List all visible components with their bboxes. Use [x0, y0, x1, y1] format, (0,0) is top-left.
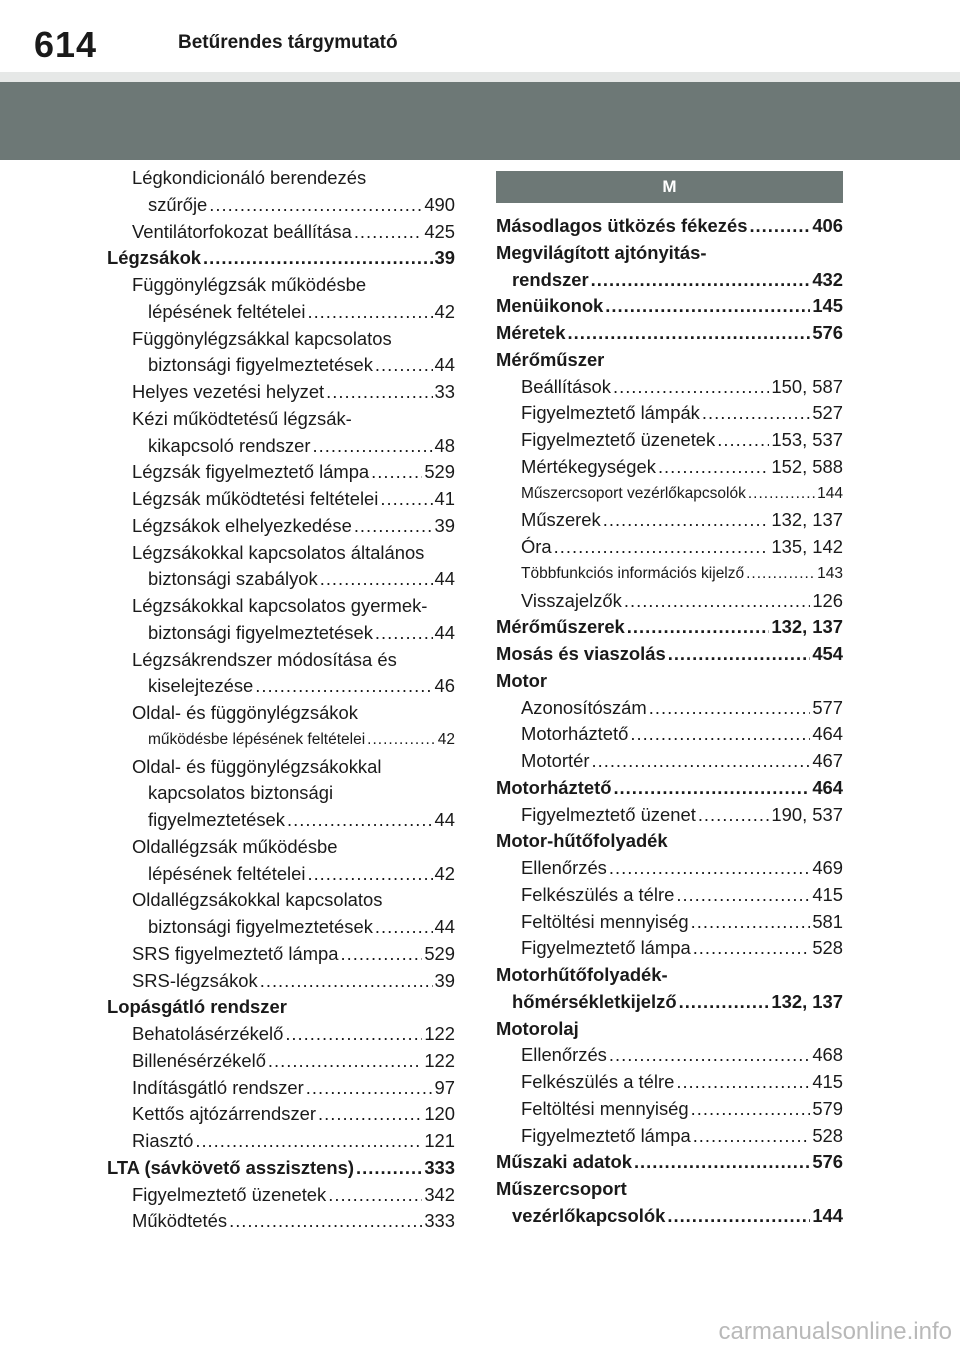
- dot-leader: [693, 935, 811, 962]
- entry-text: Mosás és viaszolás: [496, 643, 666, 664]
- entry-text: Figyelmeztető üzenetek: [521, 429, 716, 450]
- dot-leader: [609, 855, 810, 882]
- index-entry: [496, 1069, 843, 1096]
- entry-text: biztonsági figyelmeztetések: [148, 621, 373, 643]
- watermark: carmanualsonline.info: [718, 1318, 952, 1345]
- page-reference[interactable]: 132, 137: [771, 616, 843, 638]
- entry-text: figyelmeztetések: [148, 809, 285, 830]
- entry-text: Oldallégzsák működésbe: [132, 835, 338, 857]
- entry-text: lépésének feltételei: [148, 862, 306, 884]
- index-entry: [107, 941, 455, 968]
- dot-leader: [326, 379, 432, 406]
- page-reference[interactable]: 467: [812, 750, 843, 771]
- entry-text: Lopásgátló rendszer: [107, 996, 287, 1018]
- index-entry: [496, 775, 843, 802]
- dot-leader: [354, 219, 423, 246]
- page-reference[interactable]: 190, 537: [771, 803, 843, 825]
- page-reference[interactable]: 464: [812, 723, 843, 745]
- dot-leader: [668, 641, 811, 668]
- dot-leader: [568, 320, 811, 347]
- page-reference[interactable]: 469: [812, 857, 843, 878]
- index-heading: [107, 700, 455, 727]
- page-reference[interactable]: 576: [812, 322, 843, 343]
- index-entry: [496, 1123, 843, 1150]
- dot-leader: [340, 941, 422, 968]
- index-entry: [107, 486, 455, 513]
- entry-text: Másodlagos ütközés fékezés: [496, 215, 748, 236]
- page-reference[interactable]: 33: [434, 381, 455, 402]
- page-number: 614: [34, 24, 98, 65]
- page-reference[interactable]: 39: [434, 247, 455, 269]
- index-heading: [107, 754, 455, 781]
- index-entry: [107, 379, 455, 406]
- dot-leader: [630, 721, 810, 748]
- entry-text: Méretek: [496, 322, 566, 343]
- entry-text: Felkészülés a télre: [521, 1071, 675, 1092]
- index-heading: [107, 165, 455, 192]
- entry-text: Oldallégzsákokkal kapcsolatos: [132, 889, 383, 911]
- index-column-right: [496, 165, 843, 1230]
- entry-text: Függönylégzsák működésbe: [132, 274, 367, 295]
- dot-leader: [609, 1042, 810, 1069]
- dot-leader: [591, 267, 811, 294]
- page-reference[interactable]: 576: [812, 1151, 843, 1173]
- dot-leader: [209, 192, 422, 219]
- entry-text: Helyes vezetési helyzet: [132, 381, 325, 402]
- index-entry: [107, 1182, 455, 1209]
- page-reference[interactable]: 41: [434, 488, 455, 509]
- entry-text: Motor-hűtőfolyadék: [496, 830, 668, 852]
- entry-text: Légzsák működtetési feltételei: [132, 488, 379, 509]
- page-reference[interactable]: 415: [812, 883, 843, 905]
- entry-text: Kettős ajtózárrendszer: [132, 1103, 316, 1125]
- dot-leader: [658, 454, 769, 481]
- entry-text: Riasztó: [132, 1130, 194, 1151]
- entry-text: Légkondicionáló berendezés: [132, 167, 367, 188]
- dot-leader: [676, 882, 810, 909]
- dot-leader: [320, 566, 433, 593]
- dot-leader: [375, 352, 433, 379]
- entry-text: Légzsákok elhelyezkedése: [132, 514, 352, 536]
- page-reference[interactable]: 42: [434, 862, 455, 884]
- page-reference[interactable]: 132, 137: [771, 509, 843, 531]
- page-header: [0, 0, 960, 82]
- index-entry: [496, 935, 843, 962]
- index-entry: [496, 721, 843, 748]
- entry-text: kikapcsoló rendszer: [148, 434, 311, 456]
- index-heading: [496, 1016, 843, 1043]
- page-reference[interactable]: 342: [424, 1183, 455, 1205]
- dot-leader: [306, 1075, 433, 1102]
- page-reference[interactable]: 121: [424, 1130, 455, 1151]
- index-entry: [496, 989, 843, 1016]
- dot-leader: [748, 481, 815, 508]
- entry-text: Többfunkciós információs kijelző: [521, 564, 745, 582]
- page-reference[interactable]: 122: [424, 1049, 455, 1071]
- dot-leader: [328, 1182, 422, 1209]
- index-entry: [107, 1048, 455, 1075]
- page-reference[interactable]: 42: [434, 300, 455, 322]
- entry-text: Ellenőrzés: [521, 1044, 607, 1066]
- index-column-left: [107, 165, 455, 1235]
- entry-text: Mérőműszerek: [496, 616, 625, 638]
- dot-leader: [285, 1021, 422, 1048]
- index-entry: [496, 1203, 843, 1230]
- index-heading: [496, 240, 843, 267]
- index-entry: [107, 192, 455, 219]
- page-reference[interactable]: 432: [812, 268, 843, 290]
- index-entry: [107, 673, 455, 700]
- index-entry: [107, 299, 455, 326]
- entry-text: Megvilágított ajtónyitás-: [496, 241, 707, 263]
- entry-text: Műszerek: [521, 509, 601, 531]
- entry-text: Ellenőrzés: [521, 857, 607, 878]
- dot-leader: [676, 1069, 810, 1096]
- section-letter-bar: M: [496, 171, 843, 203]
- entry-text: működésbe lépésének feltételei: [148, 730, 366, 748]
- dot-leader: [375, 914, 433, 941]
- page-reference[interactable]: 135, 142: [771, 536, 843, 557]
- page-reference[interactable]: 454: [812, 643, 843, 664]
- index-heading: [496, 347, 843, 374]
- index-entry: [107, 513, 455, 540]
- index-heading: [107, 540, 455, 567]
- dot-leader: [691, 909, 811, 936]
- page-reference[interactable]: 152, 588: [771, 455, 843, 477]
- page-reference[interactable]: 415: [812, 1071, 843, 1092]
- dot-leader: [229, 1208, 422, 1235]
- entry-text: Légzsák figyelmeztető lámpa: [132, 461, 370, 483]
- index-entry: [107, 1208, 455, 1235]
- dot-leader: [603, 507, 770, 534]
- entry-text: Mértékegységek: [521, 455, 656, 477]
- entry-text: SRS figyelmeztető lámpa: [132, 942, 339, 964]
- entry-text: Feltöltési mennyiség: [521, 910, 689, 932]
- dot-leader: [307, 299, 432, 326]
- page-reference[interactable]: 144: [817, 484, 843, 502]
- entry-text: LTA (sávkövető asszisztens): [107, 1156, 354, 1178]
- page-reference[interactable]: 528: [812, 937, 843, 959]
- entry-text: lépésének feltételei: [148, 300, 306, 322]
- index-entry: [496, 267, 843, 294]
- index-heading: [107, 780, 455, 807]
- dot-leader: [591, 748, 810, 775]
- dot-leader: [260, 968, 433, 995]
- index-entry: [496, 507, 843, 534]
- page-reference[interactable]: 46: [434, 675, 455, 697]
- index-entry: [496, 748, 843, 775]
- index-heading: [107, 326, 455, 353]
- entry-text: Behatolásérzékelő: [132, 1023, 284, 1044]
- dot-leader: [627, 614, 770, 641]
- entry-text: Visszajelzők: [521, 589, 622, 611]
- index-entry: [107, 1128, 455, 1155]
- index-entry: [107, 914, 455, 941]
- entry-text: biztonsági figyelmeztetések: [148, 916, 373, 937]
- page-reference[interactable]: 44: [434, 568, 455, 590]
- page-reference[interactable]: 39: [434, 969, 455, 991]
- index-heading: [496, 962, 843, 989]
- index-entry: [107, 459, 455, 486]
- index-entry: [496, 641, 843, 668]
- entry-text: Azonosítószám: [521, 696, 647, 718]
- page-reference[interactable]: 143: [817, 564, 843, 582]
- page-reference[interactable]: 42: [437, 730, 455, 748]
- index-heading: [496, 668, 843, 695]
- page-reference[interactable]: 44: [434, 916, 455, 937]
- dot-leader: [380, 486, 432, 513]
- index-heading: [496, 828, 843, 855]
- entry-text: biztonsági figyelmeztetések: [148, 354, 373, 376]
- entry-text: Függönylégzsákkal kapcsolatos: [132, 327, 392, 349]
- index-entry: [496, 374, 843, 401]
- index-entry: [496, 400, 843, 427]
- entry-text: Beállítások: [521, 375, 611, 397]
- dot-leader: [717, 427, 769, 454]
- entry-text: Mérőműszer: [496, 348, 605, 370]
- index-entry: [496, 534, 843, 561]
- entry-text: SRS-légzsákok: [132, 969, 258, 991]
- index-entry: [107, 861, 455, 888]
- page-reference[interactable]: 468: [812, 1044, 843, 1066]
- entry-text: Figyelmeztető üzenet: [521, 803, 696, 825]
- dot-leader: [354, 513, 433, 540]
- index-entry: [496, 1042, 843, 1069]
- page-reference[interactable]: 39: [434, 514, 455, 536]
- dot-leader: [679, 989, 770, 1016]
- page-reference[interactable]: 44: [434, 809, 455, 830]
- dot-leader: [371, 459, 422, 486]
- index-heading: [107, 994, 455, 1021]
- dot-leader: [313, 433, 433, 460]
- index-entry: [107, 1101, 455, 1128]
- entry-text: kiselejtezése: [148, 675, 254, 697]
- entry-text: hőmérsékletkijelző: [512, 990, 677, 1012]
- index-entry: [496, 882, 843, 909]
- page-reference[interactable]: 48: [434, 434, 455, 456]
- dot-leader: [634, 1149, 810, 1176]
- entry-text: szűrője: [148, 193, 208, 215]
- entry-text: Oldal- és függönylégzsákok: [132, 702, 358, 723]
- index-entry: [496, 588, 843, 615]
- index-heading: [107, 647, 455, 674]
- index-heading: [107, 834, 455, 861]
- index-entry: [496, 802, 843, 829]
- index-entry: [107, 1155, 455, 1182]
- page-reference[interactable]: 145: [812, 295, 843, 317]
- dot-leader: [318, 1101, 422, 1128]
- dot-leader: [375, 620, 433, 647]
- page-reference[interactable]: 464: [812, 776, 843, 798]
- index-heading: [107, 272, 455, 299]
- page-reference[interactable]: 150, 587: [771, 375, 843, 397]
- index-entry: [107, 433, 455, 460]
- page-reference[interactable]: 44: [434, 354, 455, 376]
- page-reference[interactable]: 153, 537: [771, 429, 843, 450]
- entry-text: Motorháztető: [521, 723, 629, 745]
- dot-leader: [307, 861, 432, 888]
- dot-leader: [356, 1155, 422, 1182]
- dot-leader: [613, 775, 810, 802]
- dot-leader: [667, 1203, 810, 1230]
- page-reference[interactable]: 528: [812, 1124, 843, 1146]
- page-reference[interactable]: 333: [424, 1210, 455, 1232]
- index-entry: [107, 566, 455, 593]
- page-reference[interactable]: 120: [424, 1103, 455, 1125]
- entry-text: Légzsákok: [107, 247, 202, 269]
- page-reference[interactable]: 577: [812, 696, 843, 718]
- index-entry: [107, 968, 455, 995]
- page-reference[interactable]: 490: [424, 193, 455, 215]
- entry-text: Motor: [496, 669, 548, 691]
- page-reference[interactable]: 144: [812, 1204, 843, 1226]
- entry-text: Feltöltési mennyiség: [521, 1097, 689, 1119]
- entry-text: Indításgátló rendszer: [132, 1076, 304, 1098]
- entry-text: Motorolaj: [496, 1017, 579, 1039]
- entry-text: biztonsági szabályok: [148, 568, 318, 590]
- dot-leader: [702, 400, 810, 427]
- index-entry: [496, 213, 843, 240]
- index-entry: [107, 1021, 455, 1048]
- page-reference[interactable]: 581: [812, 910, 843, 932]
- page-reference[interactable]: 529: [424, 942, 455, 964]
- entry-text: Billenésérzékelő: [132, 1049, 266, 1071]
- header-divider: [0, 72, 960, 82]
- page-reference[interactable]: 126: [812, 589, 843, 611]
- page-reference[interactable]: 44: [434, 621, 455, 643]
- index-entry: [496, 695, 843, 722]
- index-entry: [496, 1149, 843, 1176]
- index-entry: [496, 614, 843, 641]
- page-reference[interactable]: 529: [424, 461, 455, 483]
- entry-text: Légzsákokkal kapcsolatos gyermek-: [132, 595, 428, 616]
- index-entry: [496, 320, 843, 347]
- dot-leader: [693, 1123, 811, 1150]
- entry-text: Figyelmeztető lámpa: [521, 937, 691, 959]
- dot-leader: [698, 802, 770, 829]
- dot-leader: [367, 727, 436, 754]
- entry-text: Motorhűtőfolyadék-: [496, 964, 668, 985]
- dot-leader: [554, 534, 770, 561]
- index-entry: [496, 855, 843, 882]
- entry-text: Motortér: [521, 750, 590, 771]
- dot-leader: [195, 1128, 422, 1155]
- index-entry: [107, 352, 455, 379]
- page-reference[interactable]: 122: [424, 1023, 455, 1044]
- page-reference[interactable]: 333: [424, 1156, 455, 1178]
- entry-text: Figyelmeztető lámpák: [521, 402, 700, 424]
- entry-text: Műszercsoport vezérlőkapcsolók: [521, 484, 746, 502]
- entry-text: Ventilátorfokozat beállítása: [132, 220, 352, 242]
- entry-text: kapcsolatos biztonsági: [148, 782, 334, 804]
- index-heading: [107, 593, 455, 620]
- index-entry: [107, 1075, 455, 1102]
- index-entry: [107, 245, 455, 272]
- index-entry: [107, 219, 455, 246]
- entry-text: Figyelmeztető üzenetek: [132, 1183, 327, 1205]
- index-entry: [496, 481, 843, 508]
- page-reference[interactable]: 527: [812, 402, 843, 424]
- index-entry: [496, 561, 843, 588]
- dot-leader: [203, 245, 432, 272]
- entry-text: Műszercsoport: [496, 1178, 627, 1199]
- index-heading: [496, 1176, 843, 1203]
- index-heading: [107, 406, 455, 433]
- dot-leader: [605, 293, 810, 320]
- page-reference[interactable]: 579: [812, 1097, 843, 1119]
- index-entry: [496, 293, 843, 320]
- entry-text: Légzsákokkal kapcsolatos általános: [132, 541, 425, 563]
- dot-leader: [255, 673, 432, 700]
- dot-leader: [649, 695, 811, 722]
- index-entry: [496, 427, 843, 454]
- entry-text: Figyelmeztető lámpa: [521, 1124, 691, 1146]
- page-reference[interactable]: 425: [424, 220, 455, 242]
- dot-leader: [268, 1048, 422, 1075]
- entry-text: Légzsákrendszer módosítása és: [132, 648, 397, 670]
- page-reference[interactable]: 97: [434, 1076, 455, 1098]
- page-reference[interactable]: 132, 137: [771, 990, 843, 1012]
- dot-leader: [287, 807, 433, 834]
- entry-text: vezérlőkapcsolók: [512, 1204, 666, 1226]
- entry-text: Működtetés: [132, 1210, 228, 1232]
- page-title: Betűrendes tárgymutató: [178, 32, 398, 53]
- index-entry: [496, 1096, 843, 1123]
- entry-text: Menüikonok: [496, 295, 604, 317]
- entry-text: Oldal- és függönylégzsákokkal: [132, 755, 382, 777]
- entry-text: Felkészülés a télre: [521, 883, 675, 905]
- index-entry: [107, 807, 455, 834]
- header-band: [0, 82, 960, 160]
- entry-text: Kézi működtetésű légzsák-: [132, 407, 352, 429]
- dot-leader: [624, 588, 810, 615]
- dot-leader: [746, 561, 815, 588]
- index-entry: [496, 454, 843, 481]
- index-entry: [496, 909, 843, 936]
- index-entry: [107, 727, 455, 754]
- entry-text: Óra: [521, 536, 552, 557]
- dot-leader: [691, 1096, 811, 1123]
- dot-leader: [749, 213, 810, 240]
- page-reference[interactable]: 406: [812, 215, 843, 236]
- index-heading: [107, 887, 455, 914]
- entry-text: Motorháztető: [496, 776, 612, 798]
- entry-text: rendszer: [512, 268, 589, 290]
- index-entry: [107, 620, 455, 647]
- dot-leader: [613, 374, 769, 401]
- entry-text: Műszaki adatok: [496, 1151, 632, 1173]
